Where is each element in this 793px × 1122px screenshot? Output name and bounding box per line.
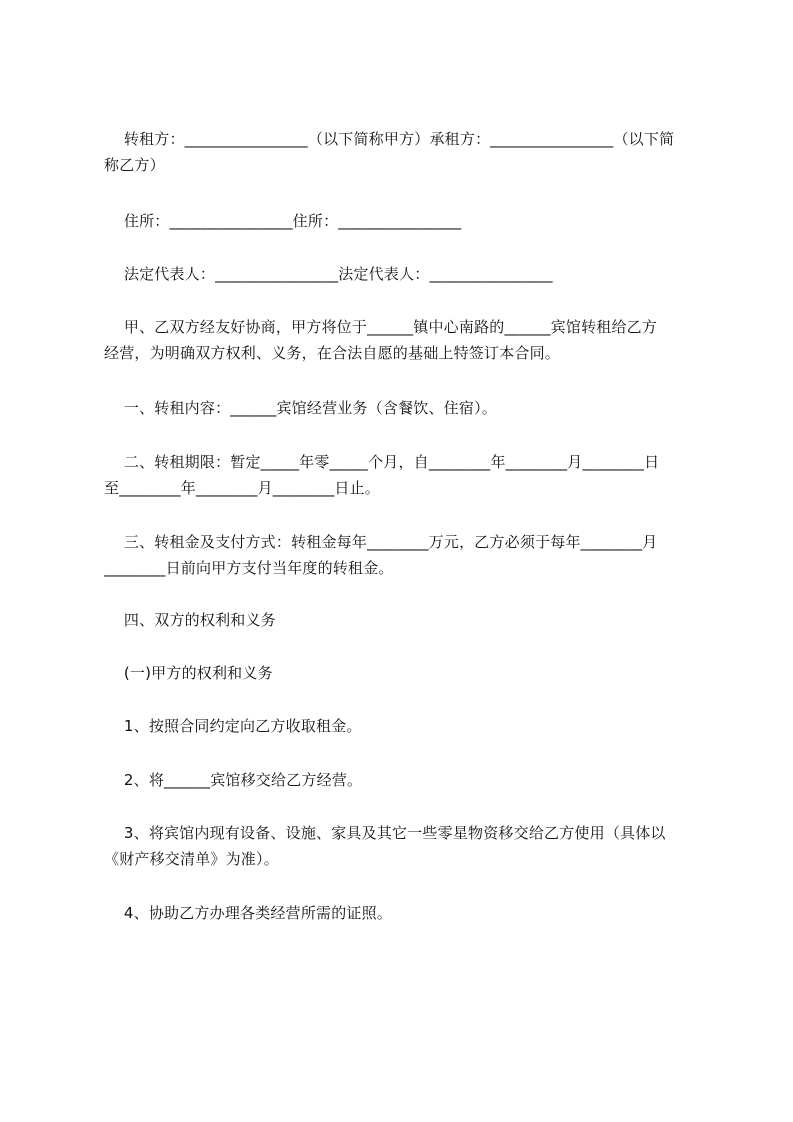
clause-3-paragraph bbox=[104, 529, 704, 581]
clause-1-paragraph bbox=[104, 395, 704, 421]
text-line: 3、将宾馆内现有设备、设施、家具及其它一些零星物资移交给乙方使用（具体以 bbox=[104, 824, 666, 842]
text-line: 住所：________________住所：________________ bbox=[104, 212, 462, 230]
address-paragraph bbox=[104, 208, 704, 234]
text-line: 四、双方的权利和义务 bbox=[104, 611, 276, 629]
text-line: 2、将______宾馆移交给乙方经营。 bbox=[104, 771, 363, 789]
text-line: ________日前向甲方支付当年度的转租金。 bbox=[104, 559, 394, 577]
item-2-paragraph bbox=[104, 767, 704, 793]
parties-paragraph bbox=[104, 126, 704, 178]
text-line: 至________年________月________日止。 bbox=[104, 479, 381, 497]
text-line: 法定代表人：________________法定代表人：________________ bbox=[104, 265, 553, 283]
text-line: 1、按照合同约定向乙方收取租金。 bbox=[104, 717, 362, 735]
text-line: 三、转租金及支付方式：转租金每年________万元，乙方必须于每年________月 bbox=[104, 533, 658, 551]
text-line: 甲、乙双方经友好协商，甲方将位于______镇中心南路的______宾馆转租给乙方 bbox=[104, 318, 658, 336]
item-1-paragraph bbox=[104, 713, 704, 739]
text-line: 经营，为明确双方权利、义务，在合法自愿的基础上特签订本合同。 bbox=[104, 344, 561, 362]
text-line: 一、转租内容：______宾馆经营业务（含餐饮、住宿）。 bbox=[104, 399, 497, 417]
text-line: 《财产移交清单》为准）。 bbox=[104, 850, 279, 868]
item-4-paragraph bbox=[104, 900, 704, 926]
preamble-paragraph bbox=[104, 314, 704, 366]
text-line: 转租方：________________（以下简称甲方）承租方：________________（以下简 bbox=[104, 130, 675, 148]
item-3-paragraph bbox=[104, 820, 704, 872]
clause-2-paragraph bbox=[104, 449, 704, 501]
clause-4-heading bbox=[104, 607, 704, 633]
text-line: 4、协助乙方办理各类经营所需的证照。 bbox=[104, 904, 393, 922]
text-line: (一)甲方的权利和义务 bbox=[104, 664, 273, 682]
text-line: 二、转租期限：暂定_____年零_____个月，自________年________月________日 bbox=[104, 453, 660, 471]
legal-representative-paragraph bbox=[104, 261, 704, 287]
clause-4-1-heading bbox=[104, 660, 704, 686]
text-line: 称乙方） bbox=[104, 156, 165, 174]
